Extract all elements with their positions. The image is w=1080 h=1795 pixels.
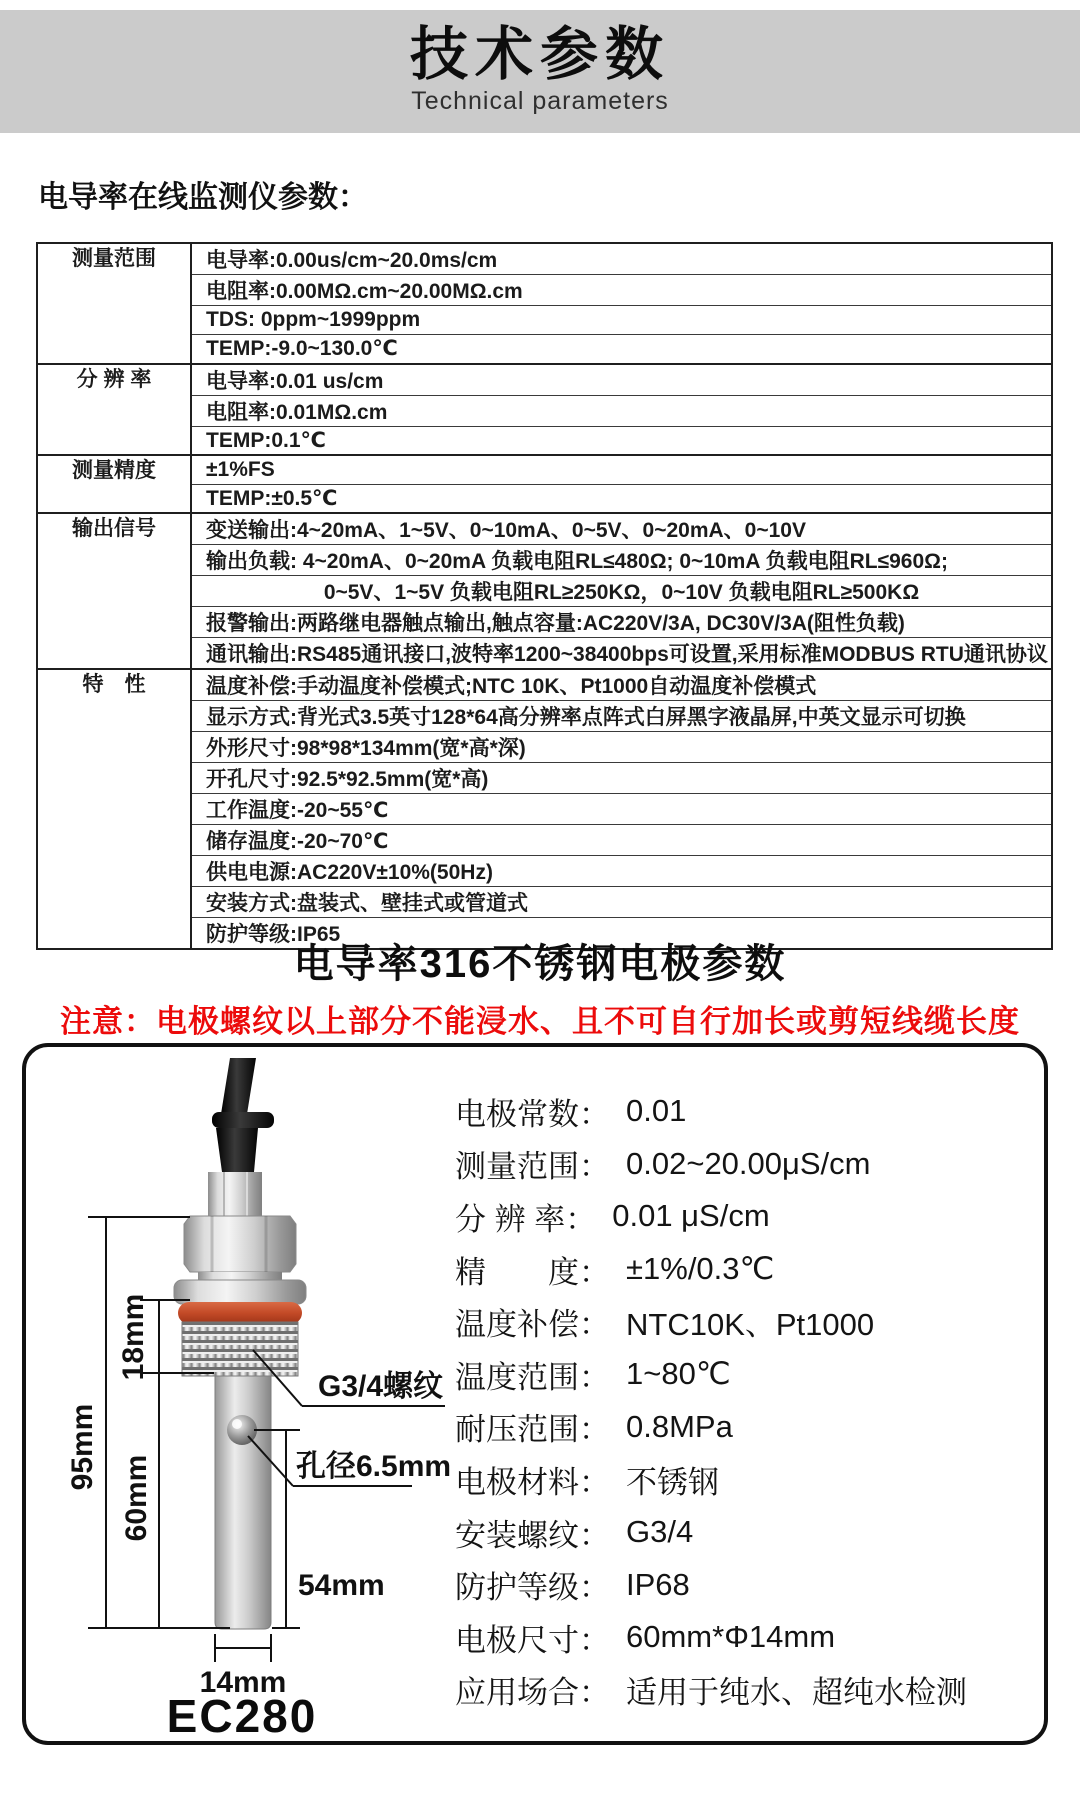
- spec-value-cell: 报警输出:两路继电器触点输出,触点容量:AC220V/3A, DC30V/3A(阻性负载): [191, 607, 1052, 638]
- spec-category-cell: 测量精度: [37, 455, 191, 513]
- dimension-95mm-label: 95mm: [65, 1403, 99, 1491]
- electrode-spec-value: 不锈钢: [626, 1464, 719, 1500]
- electrode-spec-label: 精 度：: [455, 1254, 610, 1290]
- page-title: 技术参数: [409, 22, 670, 87]
- electrode-spec-value: G3/4: [626, 1514, 694, 1550]
- table-row: [37, 513, 1052, 545]
- table-row: [37, 243, 1052, 275]
- electrode-spec-row: [455, 1611, 1035, 1664]
- spec-value-cell: 输出负载: 4~20mA、0~20mA 负载电阻RL≤480Ω; 0~10mA 负载电阻RL≤960Ω;: [191, 545, 1052, 576]
- electrode-spec-row: [455, 1401, 1035, 1454]
- spec-value-cell: 温度补偿:手动温度补偿模式;NTC 10K、Pt1000自动温度补偿模式: [191, 669, 1052, 701]
- electrode-o-ring: [178, 1302, 302, 1324]
- spec-value-cell: 电阻率:0.00MΩ.cm~20.00MΩ.cm: [191, 275, 1052, 306]
- dimension-54mm-label: 54mm: [298, 1569, 385, 1602]
- spec-category-cell: 测量范围: [37, 243, 191, 364]
- spec-value-cell: TEMP:-9.0~130.0℃: [191, 335, 1052, 364]
- spec-value-cell: TEMP:±0.5℃: [191, 484, 1052, 513]
- meter-table-body: [37, 243, 1052, 949]
- electrode-spec-row: [455, 1453, 1035, 1506]
- table-row: [37, 455, 1052, 484]
- electrode-spec-value: 0.01: [626, 1093, 687, 1129]
- spec-value-cell: 防护等级:IP65: [191, 918, 1052, 950]
- spec-value-cell: 显示方式:背光式3.5英寸128*64高分辨率点阵式白屏黑字液晶屏,中英文显示可切换: [191, 701, 1052, 732]
- meter-parameters-table: [36, 242, 1053, 950]
- dimension-14mm: [215, 1634, 271, 1662]
- spec-value-cell: 供电电源:AC220V±10%(50Hz): [191, 856, 1052, 887]
- electrode-spec-value: 0.8MPa: [626, 1408, 733, 1444]
- spec-value-cell: 电导率:0.01 us/cm: [191, 364, 1052, 396]
- dimension-14mm-label: 14mm: [199, 1666, 287, 1699]
- header-band: [0, 10, 1080, 133]
- electrode-hex-nut: [184, 1216, 296, 1272]
- spec-value-cell: 外形尺寸:98*98*134mm(宽*高*深): [191, 732, 1052, 763]
- electrode-spec-label: 温度范围：: [455, 1359, 610, 1395]
- spec-category-cell: 分 辨 率: [37, 364, 191, 456]
- electrode-spec-row: [455, 1138, 1035, 1191]
- electrode-spec-label: 防护等级：: [455, 1570, 610, 1606]
- electrode-spec-label: 电极材料：: [455, 1464, 610, 1500]
- electrode-spec-row: [455, 1190, 1035, 1243]
- spec-value-cell: 电阻率:0.01MΩ.cm: [191, 395, 1052, 426]
- dimension-60mm-label: 60mm: [119, 1454, 153, 1542]
- electrode-spec-label: 安装螺纹：: [455, 1517, 610, 1553]
- electrode-spec-row: [455, 1348, 1035, 1401]
- electrode-spec-value: 0.02~20.00μS/cm: [626, 1145, 871, 1181]
- spec-value-cell: 电导率:0.00us/cm~20.0ms/cm: [191, 243, 1052, 275]
- spec-value-cell: 通讯输出:RS485通讯接口,波特率1200~38400bps可设置,采用标准MODBUS RTU通讯协议: [191, 638, 1052, 670]
- meter-params-intro: 电导率在线监测仪参数：: [38, 181, 368, 214]
- electrode-spec-value: IP68: [626, 1566, 690, 1602]
- electrode-cable: [212, 1058, 274, 1172]
- electrode-small-hex: [208, 1172, 262, 1216]
- electrode-spec-row: [455, 1558, 1035, 1611]
- electrode-spec-label: 测量范围：: [455, 1149, 610, 1185]
- hole-callout-label: 孔径6.5mm: [296, 1450, 452, 1483]
- electrode-spec-row: [455, 1243, 1035, 1296]
- thread-callout-label: G3/4螺纹: [318, 1370, 444, 1403]
- electrode-spec-label: 耐压范围：: [455, 1412, 610, 1448]
- electrode-spec-list: [455, 1085, 1035, 1716]
- electrode-spec-label: 电极尺寸：: [455, 1622, 610, 1658]
- spec-value-cell: 工作温度:-20~55℃: [191, 794, 1052, 825]
- spec-value-cell: TEMP:0.1℃: [191, 426, 1052, 455]
- electrode-spec-value: 60mm*Φ14mm: [626, 1619, 836, 1655]
- callout-hole: [248, 1436, 451, 1486]
- table-row: [37, 364, 1052, 396]
- spec-value-cell: 开孔尺寸:92.5*92.5mm(宽*高): [191, 763, 1052, 794]
- electrode-spec-label: 应用场合：: [455, 1675, 610, 1711]
- electrode-spec-row: [455, 1085, 1035, 1138]
- electrode-spec-row: [455, 1295, 1035, 1348]
- electrode-spec-row: [455, 1506, 1035, 1559]
- spec-category-cell: 特 性: [37, 669, 191, 949]
- spec-value-cell: TDS: 0ppm~1999ppm: [191, 306, 1052, 335]
- electrode-spec-label: 分 辨 率：: [455, 1201, 597, 1237]
- electrode-spec-value: NTC10K、Pt1000: [626, 1307, 875, 1343]
- electrode-thread-section: [182, 1322, 298, 1376]
- table-row: [37, 669, 1052, 701]
- spec-category-cell: 输出信号: [37, 513, 191, 669]
- spec-value-cell: 安装方式:盘装式、壁挂式或管道式: [191, 887, 1052, 918]
- electrode-spec-value: 适用于纯水、超纯水检测: [626, 1675, 967, 1711]
- electrode-spec-label: 温度补偿：: [455, 1307, 610, 1343]
- electrode-spec-value: 0.01 μS/cm: [612, 1198, 770, 1234]
- spec-value-cell: 0~5V、1~5V 负载电阻RL≥250KΩ，0~10V 负载电阻RL≥500KΩ: [191, 576, 1052, 607]
- electrode-panel: [22, 1043, 1048, 1745]
- electrode-model-name: EC280: [166, 1690, 318, 1741]
- electrode-section-title: 电导率316不锈钢电极参数: [293, 942, 787, 986]
- page-subtitle: Technical parameters: [411, 87, 669, 115]
- electrode-spec-value: 1~80℃: [626, 1356, 731, 1392]
- electrode-spec-label: 电极常数：: [455, 1096, 610, 1132]
- spec-value-cell: ±1%FS: [191, 455, 1052, 484]
- electrode-probe-shaft: [215, 1376, 271, 1629]
- spec-value-cell: 变送输出:4~20mA、1~5V、0~10mA、0~5V、0~20mA、0~10V: [191, 513, 1052, 545]
- electrode-flange: [174, 1272, 306, 1304]
- spec-value-cell: 储存温度:-20~70℃: [191, 825, 1052, 856]
- dimension-18mm-label: 18mm: [116, 1293, 150, 1381]
- electrode-warning-note: 注意：电极螺纹以上部分不能浸水、且不可自行加长或剪短线缆长度: [60, 1004, 1020, 1039]
- electrode-spec-row: [455, 1664, 1035, 1717]
- electrode-spec-value: ±1%/0.3℃: [626, 1251, 775, 1287]
